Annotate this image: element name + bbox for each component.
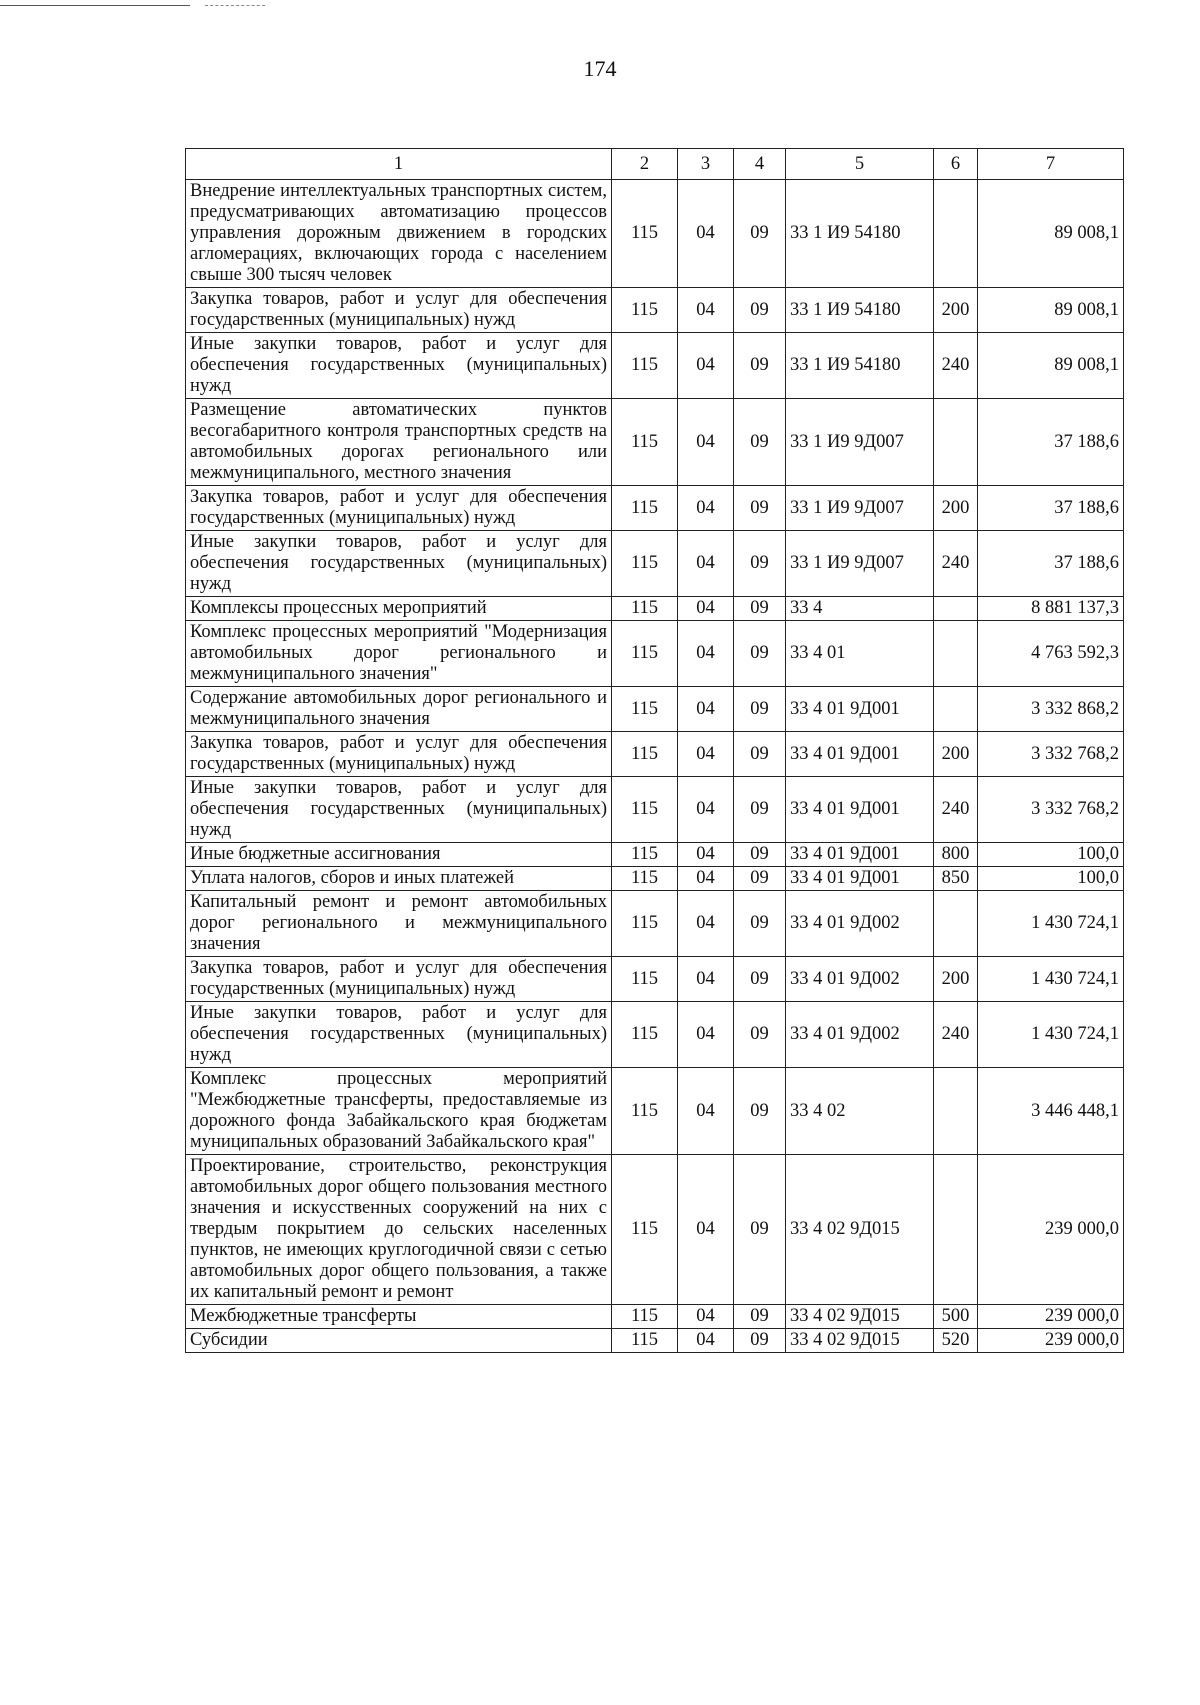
ministry-code-cell: 115: [612, 891, 678, 957]
ministry-code-cell: 115: [612, 1305, 678, 1329]
section-code-cell: 04: [678, 531, 734, 597]
scan-edge-line-dashed: [205, 5, 265, 6]
section-code-cell: 04: [678, 1329, 734, 1353]
target-article-cell: 33 4 01 9Д002: [786, 1002, 934, 1068]
subsection-code-cell: 09: [734, 333, 786, 399]
amount-cell: 4 763 592,3: [978, 621, 1124, 687]
subsection-code-cell: 09: [734, 687, 786, 732]
target-article-cell: 33 4 01 9Д002: [786, 891, 934, 957]
ministry-code-cell: 115: [612, 486, 678, 531]
amount-cell: 37 188,6: [978, 531, 1124, 597]
section-code-cell: 04: [678, 957, 734, 1002]
item-name-cell: Капитальный ремонт и ремонт автомобильных дорог регионального и межмуниципального значения: [186, 891, 612, 957]
column-header: 1: [186, 149, 612, 180]
item-name-cell: Иные закупки товаров, работ и услуг для обеспечения государственных (муниципальных) нужд: [186, 531, 612, 597]
subsection-code-cell: 09: [734, 1305, 786, 1329]
section-code-cell: 04: [678, 1155, 734, 1305]
ministry-code-cell: 115: [612, 333, 678, 399]
expense-type-cell: 850: [934, 867, 978, 891]
section-code-cell: 04: [678, 732, 734, 777]
target-article-cell: 33 4 01 9Д002: [786, 957, 934, 1002]
ministry-code-cell: 115: [612, 531, 678, 597]
ministry-code-cell: 115: [612, 621, 678, 687]
item-name-cell: Закупка товаров, работ и услуг для обеспечения государственных (муниципальных) нужд: [186, 732, 612, 777]
ministry-code-cell: 115: [612, 843, 678, 867]
expense-type-cell: 800: [934, 843, 978, 867]
amount-cell: 37 188,6: [978, 486, 1124, 531]
column-header: 2: [612, 149, 678, 180]
expense-type-cell: [934, 1068, 978, 1155]
table-row: [186, 1155, 1124, 1305]
target-article-cell: 33 4 01 9Д001: [786, 687, 934, 732]
column-header: 3: [678, 149, 734, 180]
item-name-cell: Закупка товаров, работ и услуг для обеспечения государственных (муниципальных) нужд: [186, 957, 612, 1002]
subsection-code-cell: 09: [734, 1329, 786, 1353]
table-row: [186, 957, 1124, 1002]
section-code-cell: 04: [678, 486, 734, 531]
amount-cell: 239 000,0: [978, 1329, 1124, 1353]
expense-type-cell: 520: [934, 1329, 978, 1353]
table-row: [186, 333, 1124, 399]
subsection-code-cell: 09: [734, 732, 786, 777]
item-name-cell: Субсидии: [186, 1329, 612, 1353]
expense-type-cell: 500: [934, 1305, 978, 1329]
subsection-code-cell: 09: [734, 843, 786, 867]
table-row: [186, 180, 1124, 288]
table-row: [186, 621, 1124, 687]
ministry-code-cell: 115: [612, 777, 678, 843]
column-header: 5: [786, 149, 934, 180]
amount-cell: 8 881 137,3: [978, 597, 1124, 621]
table-body: [186, 180, 1124, 1353]
ministry-code-cell: 115: [612, 732, 678, 777]
expense-type-cell: [934, 399, 978, 486]
scan-edge-line: [0, 5, 190, 6]
column-header: 4: [734, 149, 786, 180]
table-row: [186, 843, 1124, 867]
table-row: [186, 531, 1124, 597]
page-number: 174: [583, 56, 617, 81]
expense-type-cell: 200: [934, 957, 978, 1002]
item-name-cell: Внедрение интеллектуальных транспортных систем, предусматривающих автоматизацию процессов управления дорожным движением в городских агломерациях, включающих города с населением свыше 300 тысяч человек: [186, 180, 612, 288]
subsection-code-cell: 09: [734, 777, 786, 843]
item-name-cell: Межбюджетные трансферты: [186, 1305, 612, 1329]
subsection-code-cell: 09: [734, 1155, 786, 1305]
table-row: [186, 732, 1124, 777]
target-article-cell: 33 1 И9 54180: [786, 333, 934, 399]
target-article-cell: 33 1 И9 9Д007: [786, 486, 934, 531]
amount-cell: 37 188,6: [978, 399, 1124, 486]
column-header: 7: [978, 149, 1124, 180]
subsection-code-cell: 09: [734, 180, 786, 288]
item-name-cell: Размещение автоматических пунктов весогабаритного контроля транспортных средств на автомобильных дорогах регионального или межмуниципального, местного значения: [186, 399, 612, 486]
table-header-row: [186, 149, 1124, 180]
section-code-cell: 04: [678, 1068, 734, 1155]
table-row: [186, 891, 1124, 957]
target-article-cell: 33 1 И9 54180: [786, 180, 934, 288]
item-name-cell: Иные бюджетные ассигнования: [186, 843, 612, 867]
expense-type-cell: 200: [934, 732, 978, 777]
item-name-cell: Закупка товаров, работ и услуг для обеспечения государственных (муниципальных) нужд: [186, 486, 612, 531]
subsection-code-cell: 09: [734, 867, 786, 891]
amount-cell: 1 430 724,1: [978, 891, 1124, 957]
section-code-cell: 04: [678, 333, 734, 399]
table-row: [186, 486, 1124, 531]
item-name-cell: Иные закупки товаров, работ и услуг для обеспечения государственных (муниципальных) нужд: [186, 333, 612, 399]
section-code-cell: 04: [678, 891, 734, 957]
item-name-cell: Содержание автомобильных дорог регионального и межмуниципального значения: [186, 687, 612, 732]
table-row: [186, 597, 1124, 621]
ministry-code-cell: 115: [612, 1155, 678, 1305]
table-row: [186, 687, 1124, 732]
section-code-cell: 04: [678, 288, 734, 333]
subsection-code-cell: 09: [734, 288, 786, 333]
item-name-cell: Иные закупки товаров, работ и услуг для обеспечения государственных (муниципальных) нужд: [186, 777, 612, 843]
table-row: [186, 1002, 1124, 1068]
section-code-cell: 04: [678, 621, 734, 687]
ministry-code-cell: 115: [612, 597, 678, 621]
subsection-code-cell: 09: [734, 957, 786, 1002]
table-row: [186, 1329, 1124, 1353]
budget-table: [185, 148, 1124, 1353]
subsection-code-cell: 09: [734, 531, 786, 597]
amount-cell: 239 000,0: [978, 1305, 1124, 1329]
amount-cell: 89 008,1: [978, 180, 1124, 288]
section-code-cell: 04: [678, 180, 734, 288]
expense-type-cell: [934, 891, 978, 957]
section-code-cell: 04: [678, 867, 734, 891]
ministry-code-cell: 115: [612, 288, 678, 333]
table-row: [186, 867, 1124, 891]
amount-cell: 89 008,1: [978, 288, 1124, 333]
amount-cell: 3 446 448,1: [978, 1068, 1124, 1155]
expense-type-cell: [934, 687, 978, 732]
target-article-cell: 33 4 02 9Д015: [786, 1155, 934, 1305]
section-code-cell: 04: [678, 1305, 734, 1329]
subsection-code-cell: 09: [734, 486, 786, 531]
subsection-code-cell: 09: [734, 597, 786, 621]
target-article-cell: 33 4 01 9Д001: [786, 867, 934, 891]
column-header: 6: [934, 149, 978, 180]
amount-cell: 3 332 768,2: [978, 732, 1124, 777]
item-name-cell: Комплексы процессных мероприятий: [186, 597, 612, 621]
item-name-cell: Закупка товаров, работ и услуг для обеспечения государственных (муниципальных) нужд: [186, 288, 612, 333]
table-row: [186, 1305, 1124, 1329]
ministry-code-cell: 115: [612, 867, 678, 891]
section-code-cell: 04: [678, 843, 734, 867]
table-row: [186, 399, 1124, 486]
expense-type-cell: 200: [934, 486, 978, 531]
expense-type-cell: [934, 180, 978, 288]
amount-cell: 100,0: [978, 843, 1124, 867]
table-row: [186, 777, 1124, 843]
expense-type-cell: [934, 1155, 978, 1305]
ministry-code-cell: 115: [612, 399, 678, 486]
target-article-cell: 33 4 01: [786, 621, 934, 687]
amount-cell: 100,0: [978, 867, 1124, 891]
amount-cell: 239 000,0: [978, 1155, 1124, 1305]
ministry-code-cell: 115: [612, 180, 678, 288]
target-article-cell: 33 4 02 9Д015: [786, 1305, 934, 1329]
expense-type-cell: 240: [934, 333, 978, 399]
ministry-code-cell: 115: [612, 687, 678, 732]
ministry-code-cell: 115: [612, 1329, 678, 1353]
section-code-cell: 04: [678, 1002, 734, 1068]
item-name-cell: Комплекс процессных мероприятий "Межбюджетные трансферты, предоставляемые из дорожного фонда Забайкальского края бюджетам муниципальных образований Забайкальского края": [186, 1068, 612, 1155]
target-article-cell: 33 4 01 9Д001: [786, 732, 934, 777]
target-article-cell: 33 1 И9 9Д007: [786, 531, 934, 597]
target-article-cell: 33 4 01 9Д001: [786, 843, 934, 867]
expense-type-cell: 240: [934, 531, 978, 597]
target-article-cell: 33 4 02: [786, 1068, 934, 1155]
target-article-cell: 33 4 01 9Д001: [786, 777, 934, 843]
subsection-code-cell: 09: [734, 399, 786, 486]
target-article-cell: 33 1 И9 54180: [786, 288, 934, 333]
subsection-code-cell: 09: [734, 621, 786, 687]
ministry-code-cell: 115: [612, 1068, 678, 1155]
expense-type-cell: 240: [934, 777, 978, 843]
amount-cell: 89 008,1: [978, 333, 1124, 399]
amount-cell: 3 332 768,2: [978, 777, 1124, 843]
section-code-cell: 04: [678, 687, 734, 732]
item-name-cell: Комплекс процессных мероприятий "Модернизация автомобильных дорог регионального и межмуниципального значения": [186, 621, 612, 687]
ministry-code-cell: 115: [612, 957, 678, 1002]
section-code-cell: 04: [678, 597, 734, 621]
table-row: [186, 288, 1124, 333]
item-name-cell: Иные закупки товаров, работ и услуг для обеспечения государственных (муниципальных) нужд: [186, 1002, 612, 1068]
table-row: [186, 1068, 1124, 1155]
section-code-cell: 04: [678, 777, 734, 843]
target-article-cell: 33 1 И9 9Д007: [786, 399, 934, 486]
amount-cell: 1 430 724,1: [978, 1002, 1124, 1068]
subsection-code-cell: 09: [734, 1002, 786, 1068]
target-article-cell: 33 4: [786, 597, 934, 621]
expense-type-cell: 200: [934, 288, 978, 333]
section-code-cell: 04: [678, 399, 734, 486]
expense-type-cell: [934, 597, 978, 621]
ministry-code-cell: 115: [612, 1002, 678, 1068]
subsection-code-cell: 09: [734, 891, 786, 957]
item-name-cell: Уплата налогов, сборов и иных платежей: [186, 867, 612, 891]
subsection-code-cell: 09: [734, 1068, 786, 1155]
item-name-cell: Проектирование, строительство, реконструкция автомобильных дорог общего пользования местного значения и искусственных сооружений на них с твердым покрытием до сельских населенных пунктов, не имеющих круглогодичной связи с сетью автомобильных дорог общего пользования, а также их капитальный ремонт и ремонт: [186, 1155, 612, 1305]
target-article-cell: 33 4 02 9Д015: [786, 1329, 934, 1353]
expense-type-cell: [934, 621, 978, 687]
amount-cell: 3 332 868,2: [978, 687, 1124, 732]
expense-type-cell: 240: [934, 1002, 978, 1068]
amount-cell: 1 430 724,1: [978, 957, 1124, 1002]
